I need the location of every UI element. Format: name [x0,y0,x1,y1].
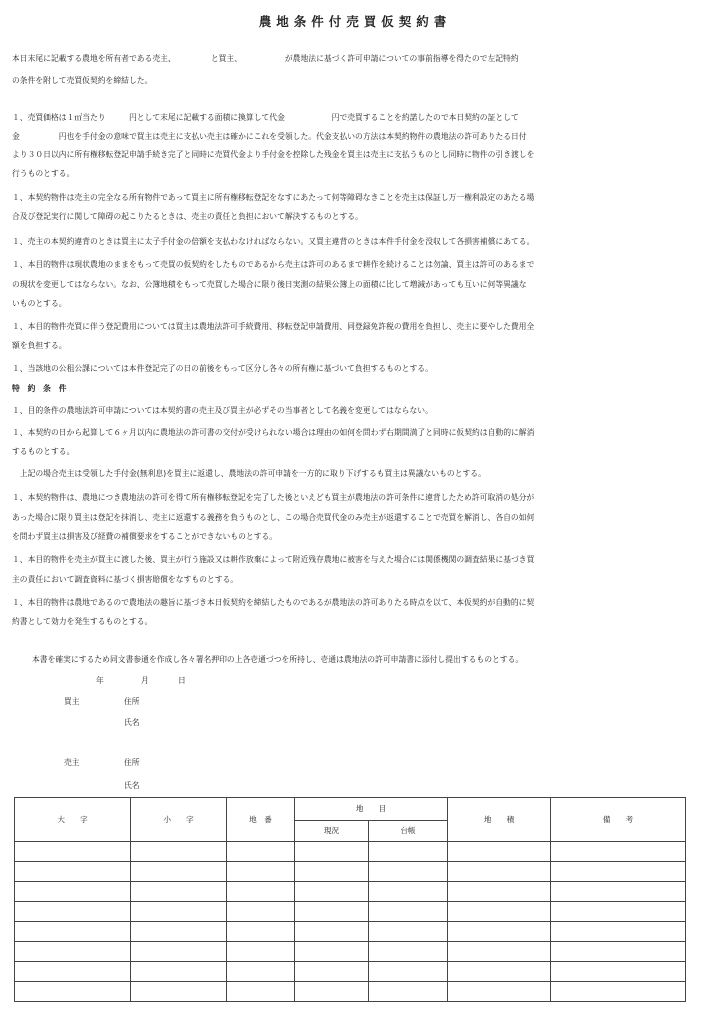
property-table-body [15,842,686,1002]
table-cell [15,862,131,882]
special-line: 約書として効力を発生するものとする。 [12,617,153,626]
table-cell [448,882,551,902]
clause-line: 合及び登記実行に関して障碍の起こりたるときは、売主の責任と負担において解決するものとする。 [12,212,363,221]
table-cell [227,902,295,922]
table-cell [551,962,686,982]
table-cell [15,922,131,942]
col-header-chiseki: 地 積 [448,798,551,842]
special-line: １、本目的物件を売主が買主に渡した後、買主が行う施設又は耕作放棄によって附近残存農地に被害を与えた場合には関係機関の調査結果に基づき買 [12,555,535,564]
special-line: 主の責任において調査資料に基づく損害賠償をなすものとする。 [12,575,239,584]
table-cell [131,982,227,1002]
clause-line: 行うものとする。 [12,169,75,178]
special-line: １、本契約の日から起算して６ヶ月以内に農地法の許可書の交付が受けられない場合は理由の如何を問わず右期間満了と同時に仮契約は自動的に解消 [12,428,535,437]
table-cell [295,842,369,862]
special-line: を問わず買主は損害及び経費の補償要求をすることができないものとする。 [12,532,278,541]
table-cell [551,922,686,942]
table-cell [227,882,295,902]
table-row [15,902,686,922]
table-cell [369,862,448,882]
table-cell [551,882,686,902]
col-header-chiban: 地 番 [227,798,295,842]
clause-line: １、本目的物件売買に伴う登記費用については買主は農地法許可手続費用、移転登記申請費用、同登録免許税の費用を負担し、売主に要やした費用全 [12,322,535,331]
table-cell [131,862,227,882]
table-cell [15,962,131,982]
table-row [15,962,686,982]
table-cell [448,922,551,942]
table-row [15,882,686,902]
table-cell [131,962,227,982]
seller-address-label: 住所 [124,758,140,767]
table-cell [227,922,295,942]
buyer-address-label: 住所 [124,697,140,706]
clause-line: 額を負担する。 [12,341,67,350]
clause-line: １、本契約物件は売主の完全なる所有物件であって買主に所有権移転登記をなすにあたって何等障碍なきことを売主は保証し万一権利設定のあたる場 [12,193,535,202]
table-cell [369,962,448,982]
table-cell [551,842,686,862]
table-cell [295,882,369,902]
table-cell [15,942,131,962]
clause-line: １、売買価格は１㎡当たり 円として末尾に記載する面積に換算して代金 円で売買することを約諾したので本日契約の証として [12,113,519,122]
clause-line: １、本目的物件は現状農地のままをもって売買の仮契約をしたものであるから売主は許可のあるまで耕作を続けることは勿論、買主は許可のあるまで [12,260,535,269]
buyer-role-label: 買主 [64,697,80,706]
table-cell [295,982,369,1002]
seller-name-label: 氏名 [124,781,140,790]
col-header-biko: 備 考 [551,798,686,842]
table-cell [448,902,551,922]
table-cell [15,842,131,862]
special-conditions-heading: 特 約 条 件 [12,384,67,393]
table-cell [369,942,448,962]
clause-line: の現状を変更してはならない。なお、公簿地積をもって売買した場合に限り後日実測の結果公簿上の面積に比して増減があっても互いに何等異議な [12,280,527,289]
clause-line: １、売主の本契約違背のときは買主に太子手付金の倍額を支払わなければならない。又買主違背のときは本件手付金を没収して各損害補償にあてる。 [12,237,535,246]
month-label: 月 [141,676,149,685]
clause-line: より３０日以内に所有権移転登記申請手続き完了と同時に売買代金より手付金を控除した残金を買主は売主に支払うものとし同時に物件の引き渡しを [12,150,535,159]
day-label: 日 [178,676,186,685]
buyer-name-label: 氏名 [124,718,140,727]
special-line: １、本契約物件は、農地につき農地法の許可を得て所有権移転登記を完了した後といえども買主が農地法の許可条件に違背したため許可取消の処分が [12,493,535,502]
table-cell [15,982,131,1002]
special-line: あった場合に限り買主は登記を抹消し、売主に返還する義務を負うものとし、この場合売買代金のみ売主が返還することで売買を解消し、各自の如何 [12,513,535,522]
table-cell [131,842,227,862]
table-cell [448,942,551,962]
col-header-daicho: 台帳 [369,821,448,842]
special-line: １、本目的物件は農地であるので農地法の趣旨に基づき本日仮契約を締結したものであるが農地法の許可ありたる時点を以て、本仮契約が自動的に契 [12,598,535,607]
table-cell [369,922,448,942]
table-cell [448,862,551,882]
table-cell [295,902,369,922]
table-cell [131,922,227,942]
table-row [15,922,686,942]
table-cell [131,882,227,902]
table-cell [227,962,295,982]
table-cell [131,902,227,922]
closing-statement: 本書を確実にするため同文書参通を作成し各々署名押印の上各壱通づつを所持し、壱通は農地法の許可申請書に添付し提出するものとする。 [32,655,524,664]
table-cell [227,942,295,962]
table-cell [295,922,369,942]
year-label: 年 [96,676,104,685]
table-cell [551,982,686,1002]
table-cell [227,982,295,1002]
table-row [15,982,686,1002]
clause-line: １、当該地の公租公課については本件登記完了の日の前後をもって区分し各々の所有権に基づいて負担するものとする。 [12,364,433,373]
table-row [15,942,686,962]
special-line: するものとする。 [12,447,75,456]
table-cell [448,842,551,862]
clause-line: 金 円也を手付金の意味で買主は売主に支払い売主は確かにこれを受領した。代金支払いの方法は本契約物件の農地法の許可ありたる日付 [12,132,527,141]
property-table [14,797,686,1002]
col-header-genkyo: 現況 [295,821,369,842]
col-header-oaza: 大 字 [15,798,131,842]
clause-line: いものとする。 [12,299,67,308]
table-cell [131,942,227,962]
table-row [15,862,686,882]
table-cell [227,862,295,882]
col-header-chimoku: 地 目 [295,798,448,821]
table-cell [551,902,686,922]
intro-line: の条件を附して売買仮契約を締結した。 [12,76,153,85]
table-cell [369,902,448,922]
col-header-koaza: 小 字 [131,798,227,842]
table-cell [15,902,131,922]
table-cell [551,862,686,882]
table-cell [369,882,448,902]
table-cell [551,942,686,962]
seller-role-label: 売主 [64,758,80,767]
table-cell [448,962,551,982]
table-cell [295,942,369,962]
table-cell [369,842,448,862]
table-cell [448,982,551,1002]
table-row [15,842,686,862]
table-cell [295,962,369,982]
table-cell [227,842,295,862]
document-title: 農地条件付売買仮契約書 [258,14,452,29]
special-line: １、目的条件の農地法許可申請については本契約書の売主及び買主が必ずその当事者として名義を変更してはならない。 [12,406,433,415]
intro-line: 本日末尾に記載する農地を所有者である売主、 と買主、 が農地法に基づく許可申請についての事前指導を得たので左記特約 [12,54,519,63]
table-cell [295,862,369,882]
table-cell [369,982,448,1002]
table-cell [15,882,131,902]
special-line: 上記の場合売主は受領した手付金(無利息)を買主に返還し、農地法の許可申請を一方的に取り下げするも買主は異議ないものとする。 [12,469,486,478]
